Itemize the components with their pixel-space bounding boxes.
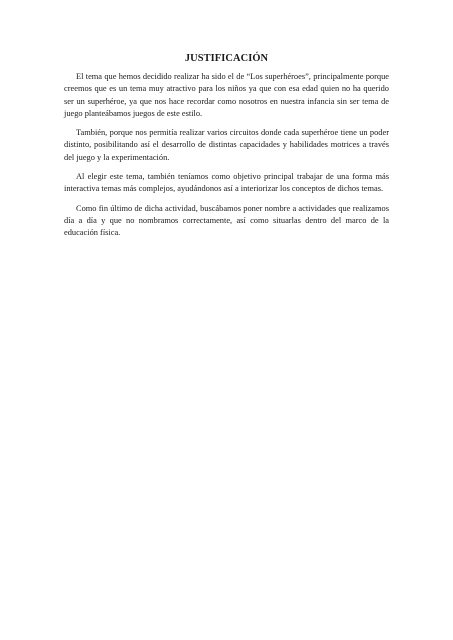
paragraph-3: Al elegir este tema, también teníamos como objetivo principal trabajar de una forma más interactiva temas más complejos, ayudándonos así a interiorizar los conceptos de dichos temas. (64, 172, 389, 194)
document-title: JUSTIFICACIÓN (184, 53, 269, 64)
paragraph-4: Como fin último de dicha actividad, buscábamos poner nombre a actividades que realizamos día a día y que no nombramos correctamente, así como situarlas dentro del marco de la educación física. (64, 203, 389, 238)
document-body (64, 52, 389, 247)
paragraph-2: También, porque nos permitía realizar varios circuitos donde cada superhéroe tiene un poder distinto, posibilitando así el desarrollo de distintas capacidades y habilidades motrices a través del juego y la experimentación. (64, 128, 389, 162)
paragraph-1: El tema que hemos decidido realizar ha sido el de “Los superhéroes”, principalmente porque creemos que es un tema muy atractivo para los niños ya que con esa edad quien no ha querido ser un superhéroe, ya que nos hace recordar como nosotros en nuestra infancia sin ser tema de juego planteábamos juegos de este estilo. (64, 72, 389, 118)
